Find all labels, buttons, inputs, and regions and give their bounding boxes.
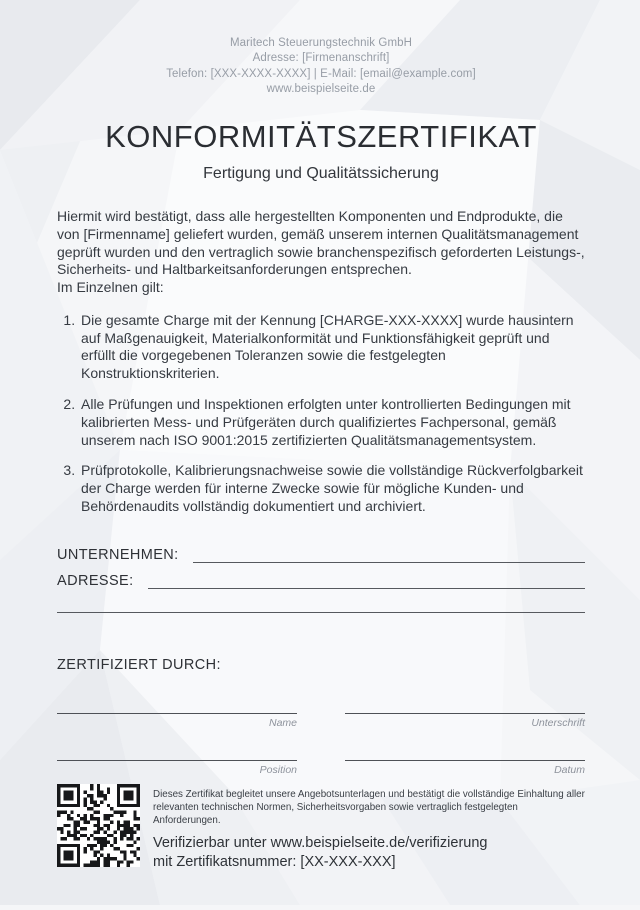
certificate-disclaimer: Dieses Zertifikat begleitet unsere Angebotsunterlagen und bestätigt die vollständige Einhaltung aller relevanten technischen Normen, Sicherheitsvorgaben sowie vertraglich festgelegten Anforderungen.	[153, 789, 585, 826]
address-field-label: ADRESSE:	[57, 572, 134, 589]
signature-field-name	[57, 713, 297, 729]
company-contact: Telefon: [XXX-XXXX-XXXX] | E-Mail: [email@example.com]	[166, 67, 476, 80]
letterhead	[57, 36, 585, 97]
certificate-subtitle: Fertigung und Qualitätssicherung	[203, 165, 439, 183]
list-item: 2. Alle Prüfungen und Inspektionen erfolgten unter kontrollierten Bedingungen mit kalibrierten Mess- und Prüfgeräten durch qualifiziertes Fachpersonal, gemäß unserem nach ISO 9001:2015 zertifizierten Qualitätsmanagementsystem.	[79, 396, 585, 449]
signature-row-1	[57, 713, 585, 729]
qr-code	[57, 784, 140, 867]
name-signature-line[interactable]	[57, 713, 297, 714]
address-field-line-2[interactable]	[57, 597, 585, 613]
company-website: www.beispielseite.de	[266, 82, 376, 95]
date-signature-line[interactable]	[345, 760, 585, 761]
date-label: Datum	[554, 763, 585, 776]
verification-url-line: Verifizierbar unter www.beispielseite.de/verifizierung	[153, 834, 488, 851]
conditions-list	[57, 312, 585, 516]
company-name: Maritech Steuerungstechnik GmbH	[229, 37, 413, 49]
signature-signature-line[interactable]	[345, 713, 585, 714]
name-label: Name	[268, 716, 297, 729]
company-address: Adresse: [Firmenanschrift]	[252, 52, 390, 65]
company-form	[57, 545, 585, 613]
signature-label: Unterschrift	[531, 716, 585, 729]
intro-paragraph: Hiermit wird bestätigt, dass alle hergestellten Komponenten und Endprodukte, die von [Firmenname] geliefert wurden, gemäß unserem internen Qualitätsmanagement geprüft wurden und den vertraglich sowie branchenspezifisch geforderten Leistungs-, Sicherheits- und Haltbarkeitsanforderungen entsprechen.	[57, 208, 585, 278]
footer-text-block	[153, 784, 587, 871]
signature-field-date	[345, 760, 585, 776]
company-field-line[interactable]	[193, 545, 585, 563]
certificate-number-line: mit Zertifikatsnummer: [XX-XXX-XXX]	[153, 853, 396, 870]
signature-field-signature	[345, 713, 585, 729]
signature-row-2	[57, 760, 585, 776]
list-item: 3. Prüfprotokolle, Kalibrierungsnachweise sowie die vollständige Rückverfolgbarkeit der Charge werden für interne Zwecke sowie für mögliche Kunden- und Behördenaudits vollständig dokumentiert und archiviert.	[79, 462, 585, 515]
signature-field-position	[57, 760, 297, 776]
verification-info	[153, 834, 587, 872]
company-field-label: UNTERNEHMEN:	[57, 546, 179, 563]
verification-footer	[57, 784, 587, 871]
intro-section	[57, 208, 585, 297]
intro-lead-in: Im Einzelnen gilt:	[57, 279, 164, 296]
position-signature-line[interactable]	[57, 760, 297, 761]
address-field-line[interactable]	[148, 571, 585, 589]
certified-by-heading: ZERTIFIZIERT DURCH:	[57, 656, 221, 673]
certificate-title: KONFORMITÄTSZERTIFIKAT	[105, 119, 537, 155]
position-label: Position	[259, 763, 297, 776]
list-item: 1. Die gesamte Charge mit der Kennung [CHARGE-XXX-XXXX] wurde hausintern auf Maßgenauigkeit, Materialkonformität und Funktionsfähigkeit geprüft und erfüllt die vorgegebenen Toleranzen sowie die festgelegten Konstruktionskriterien.	[79, 312, 585, 383]
